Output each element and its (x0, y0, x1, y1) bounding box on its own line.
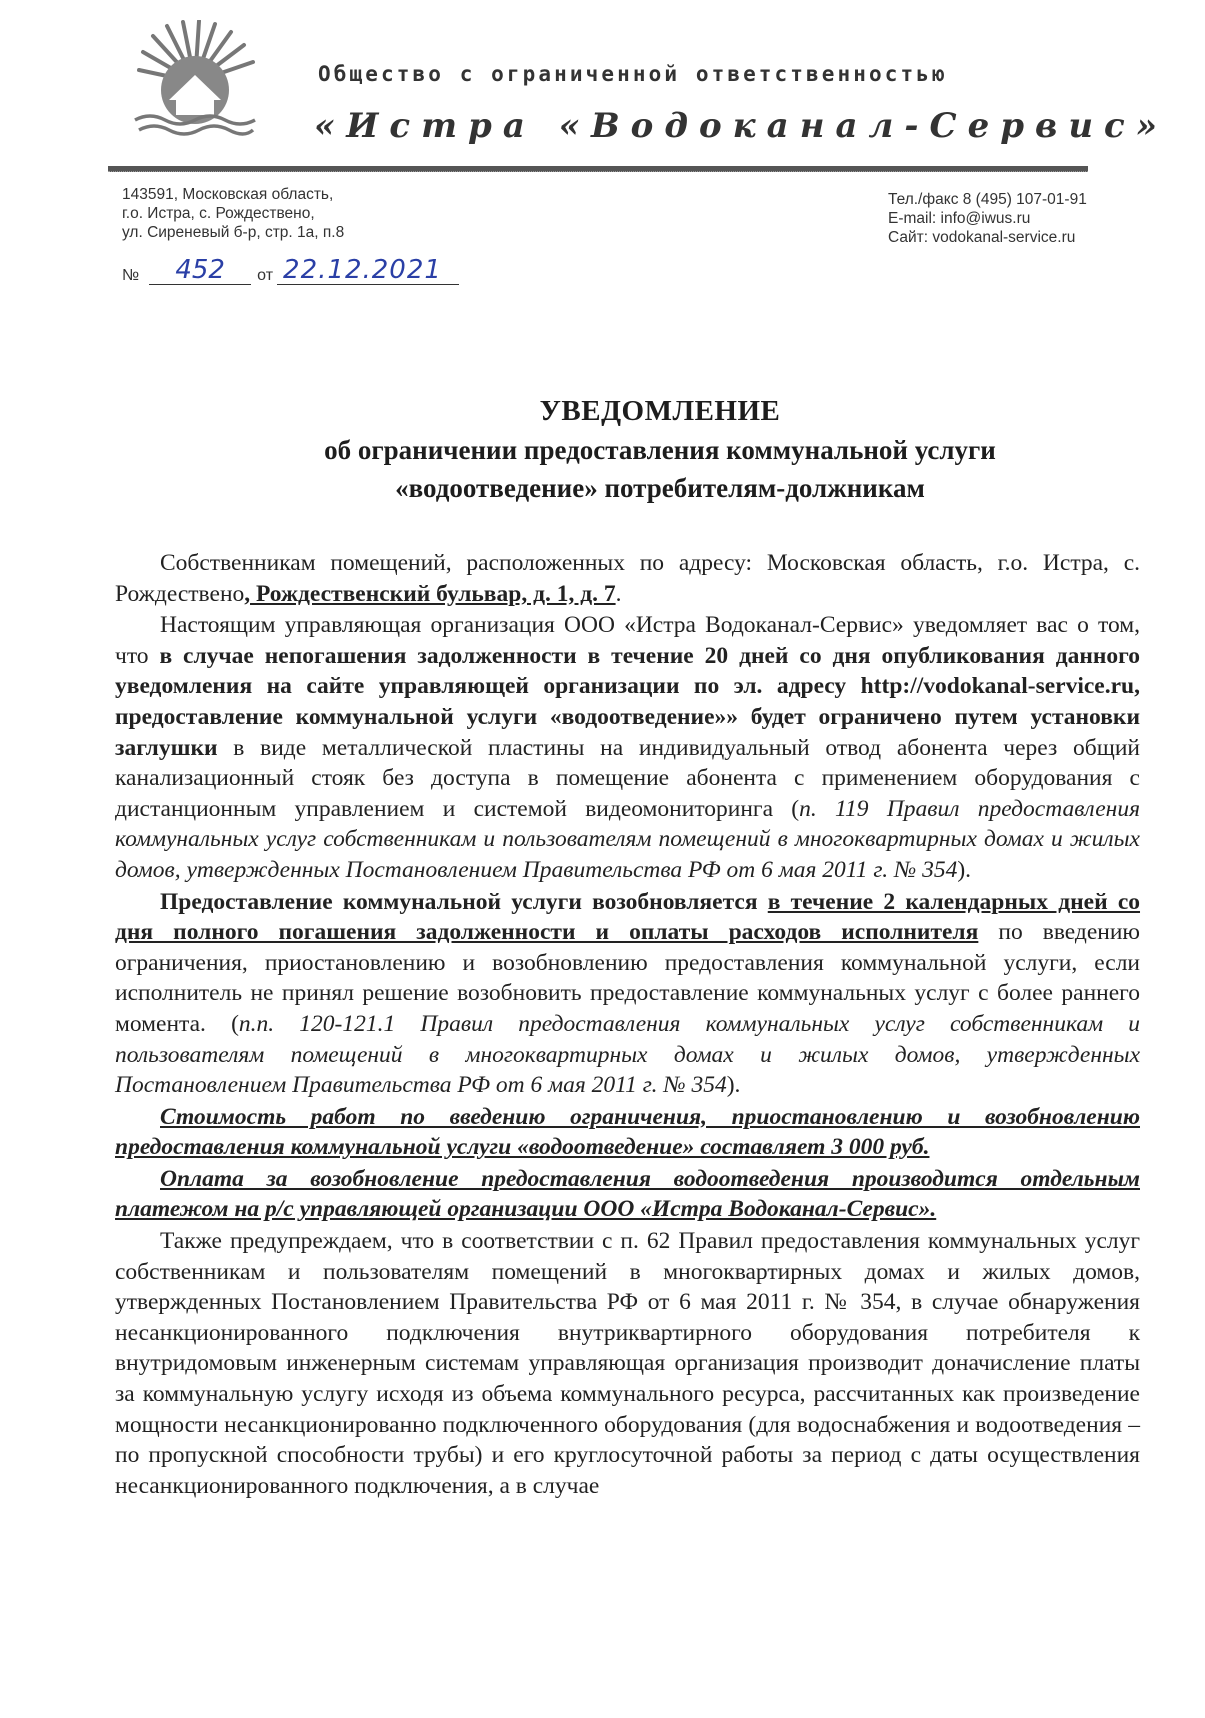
number-label: № (122, 267, 140, 284)
email: E-mail: info@iwus.ru (888, 210, 1031, 227)
paragraph-restriction (115, 610, 1140, 885)
date-label: от (257, 267, 274, 284)
service-cost: Стоимость работ по введению ограничения, приостановлению и возобновлению предоставления коммунальной услуги «водоотведение» составляет 3 000 руб. (115, 1103, 1140, 1161)
paragraph-text: Настоящим управляющая организация ООО «Истра Водоканал-Сервис» уведомляет вас о том, что (115, 612, 1140, 669)
address-line: ул. Сиреневый б-р, стр. 1а, п.8 (122, 224, 345, 241)
resumption-term: в течение 2 календарных дней со дня полного погашения задолженности и оплаты расходов исполнителя (115, 888, 1141, 946)
notice-body (115, 548, 1140, 1502)
company-contacts (888, 190, 1087, 247)
company-logo-icon (125, 20, 265, 140)
website: Сайт: vodokanal-service.ru (888, 229, 1076, 246)
paragraph-text: по введению ограничения, приостановлению и возобновлению предоставления коммунальной услуги, если исполнитель не принял решение возобновить предоставление коммунальных услуг с более раннего момента. ( (115, 919, 1140, 1037)
paragraph-text: ). (726, 1072, 741, 1099)
notice-title: УВЕДОМЛЕНИЕ (539, 395, 781, 427)
address-line: г.о. Истра, с. Рождествено, (122, 205, 315, 222)
paragraph-resumption (115, 887, 1140, 1101)
notice-subtitle: об ограничении предоставления коммунальной услуги (324, 435, 996, 465)
recipient-address: , Рождественский бульвар, д. 1, д. 7 (244, 580, 616, 607)
paragraph-text: Собственникам помещений, расположенных по адресу: Московская область, г.о. Истра, с. Рождествено (115, 550, 1140, 607)
document-date: 22.12.2021 (277, 256, 459, 285)
resumption-heading: Предоставление коммунальной услуги возобновляется (160, 888, 768, 915)
notice-subtitle: «водоотведение» потребителям-должникам (395, 473, 925, 503)
address-line: 143591, Московская область, (122, 186, 334, 203)
phone-fax: Тел./факс 8 (495) 107-01-91 (888, 191, 1087, 208)
paragraph-payment (115, 1164, 1140, 1225)
paragraph-text: . (615, 580, 622, 607)
payment-note: Оплата за возобновление предоставления водоотведения производится отдельным платежом на р/с управляющей организации ООО «Истра Водоканал-Сервис». (115, 1165, 1140, 1223)
paragraph-text: ). (957, 856, 972, 883)
document-number: 452 (149, 256, 251, 285)
paragraph-recipients (115, 548, 1140, 609)
company-address (122, 185, 344, 242)
registration-line (122, 256, 459, 285)
legal-reference: п. 119 Правил предоставления коммунальных услуг собственникам и пользователям помещений в многоквартирных домах и жилых домов, утвержденных Постановлением Правительства РФ от 6 мая 2011 г. № 354 (115, 795, 1140, 883)
paragraph-text: в виде металлической пластины на индивидуальный отвод абонента через общий канализационный стояк без доступа в помещение абонента с применением оборудования с дистанционным управлением и системой видеомониторинга ( (115, 734, 1140, 822)
org-legal-form: Общество с ограниченной ответственностью (318, 62, 948, 86)
org-name: «Истра «Водоканал-Сервис» (314, 106, 1168, 146)
paragraph-warning (115, 1226, 1140, 1501)
legal-reference: п.п. 120-121.1 Правил предоставления коммунальных услуг собственникам и пользователям помещений в многоквартирных домах и жилых домов, утвержденных Постановлением Правительства РФ от 6 мая 2011 г. № 354 (115, 1010, 1140, 1099)
restriction-condition: в случае непогашения задолженности в течение 20 дней со дня опубликования данного уведомления на сайте управляющей организации по эл. адресу http://vodokanal-service.ru, предоставление коммунальной услуги «водоотведение»» будет ограничено путем установки заглушки (115, 642, 1141, 761)
paragraph-cost (115, 1102, 1140, 1163)
header-divider (108, 166, 1088, 172)
paragraph-text: Также предупреждаем, что в соответствии с п. 62 Правил предоставления коммунальных услуг собственникам и пользователям помещений в многоквартирных домах и жилых домов, утвержденных Постановлением Правительства РФ от 6 мая 2011 г. № 354, в случае обнаружения несанкционированного подключения внутриквартирного оборудования потребителя к внутридомовым инженерным системам управляющая организация производит доначисление платы за коммунальную услугу исходя из объема коммунального ресурса, рассчитанных как произведение мощности несанкционированно подключенного оборудования (для водоснабжения и водоотведения – по пропускной способности трубы) и его круглосуточной работы за период с даты осуществления несанкционированного подключения, а в случае (115, 1228, 1140, 1499)
